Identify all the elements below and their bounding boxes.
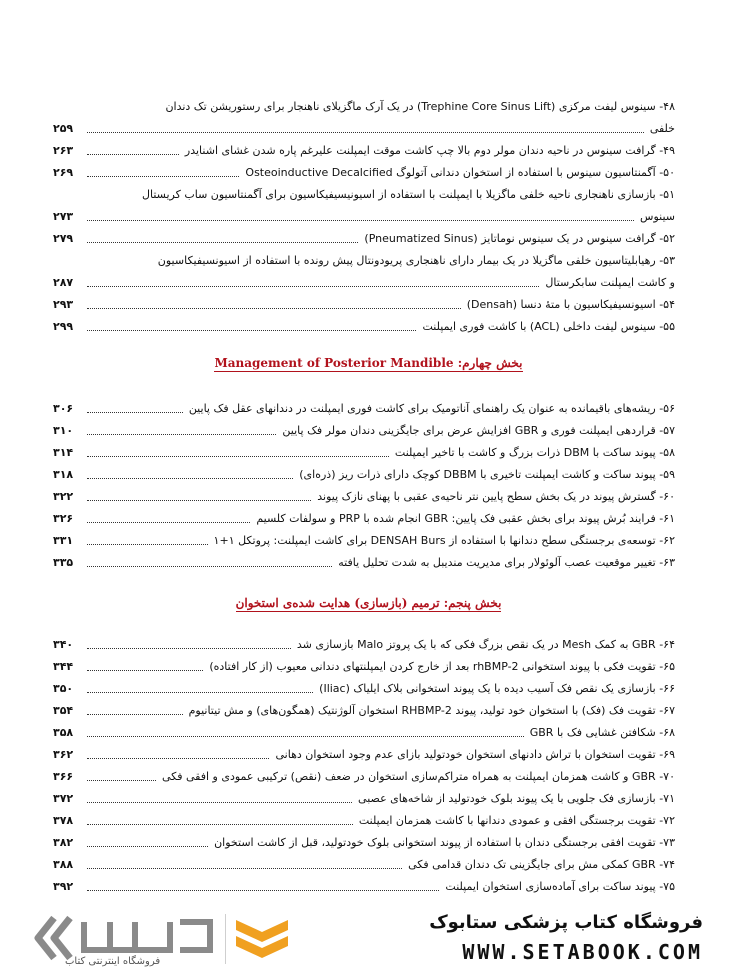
toc-entry[interactable] (53, 398, 675, 420)
toc-entry[interactable] (53, 420, 675, 442)
toc-entry[interactable] (53, 294, 675, 316)
toc-page-number: ۳۱۴ (53, 446, 74, 459)
toc-entry[interactable] (53, 744, 675, 766)
toc-leader-dots (87, 876, 439, 891)
toc-entry-title: ۶۸- شکافتن غشایی فک با GBR (529, 726, 675, 739)
toc-leader-dots (87, 700, 183, 715)
toc-entry[interactable] (53, 184, 675, 228)
toc-entry-title: ۷۴- GBR کمکی مش برای جایگزینی تک دندان قدامی فکی (408, 858, 675, 871)
toc-entry[interactable] (53, 162, 675, 184)
toc-page-number: ۳۶۲ (53, 748, 74, 761)
toc-page-number: ۳۲۲ (53, 490, 74, 503)
toc-page-number: ۳۱۰ (53, 424, 74, 437)
toc-entry[interactable] (53, 552, 675, 574)
toc-entry-title: ۵۱- بازسازی ناهنجاری ناحیه خلفی ماگزیلا با ایمپلنت با استفاده از اسیونیسیفیکاسیون برای آگمنتاسیون ساب کریستال (142, 188, 675, 201)
toc-entry[interactable] (53, 876, 675, 898)
toc-entry[interactable] (53, 486, 675, 508)
toc-leader-dots (87, 788, 352, 803)
toc-entry-title: ۶۰- گسترش پیوند در یک بخش سطح پایین نتر ناحیه‌ی عقبی با پهنای نازک پیوند (317, 490, 675, 503)
toc-leader-dots (87, 316, 416, 331)
toc-page-number: ۳۲۶ (53, 512, 74, 525)
book-logo-icon (232, 916, 292, 962)
toc-page-number: ۳۵۰ (53, 682, 74, 695)
toc-entry[interactable] (53, 530, 675, 552)
toc-page-number: ۲۶۹ (53, 166, 74, 179)
store-name: فروشگاه کتاب پزشکی ستابوک (429, 912, 703, 933)
toc-page-number: ۲۹۹ (53, 320, 74, 333)
toc-entry-title: ۶۱- فرایند بُرش پیوند برای بخش عقبی فک پایین: GBR انجام شده با PRP و سولفات کلسیم (256, 512, 675, 525)
toc-entry[interactable] (53, 854, 675, 876)
toc-page-number: ۳۴۴ (53, 660, 74, 673)
footer-divider (225, 914, 226, 964)
toc-page-number: ۳۱۸ (53, 468, 74, 481)
toc-entry-title: ۶۵- تقویت فکی با پیوند استخوانی rhBMP-2 بعد از خارج کردن ایمپلنتهای دندانی معیوب (از کار افتاده) (209, 660, 675, 673)
toc-entry-title: ۷۱- بازسازی فک جلویی با یک پیوند بلوک خودتولید از شاخه‌های عصبی (358, 792, 675, 805)
toc-entry[interactable] (53, 140, 675, 162)
toc-entry-title: ۵۷- قراردهی ایمپلنت فوری و GBR افزایش عرض برای جایگزینی دندان مولر فک پایین (282, 424, 675, 437)
toc-leader-dots (87, 272, 539, 287)
toc-page-number: ۳۵۴ (53, 704, 74, 717)
toc-entry[interactable] (53, 442, 675, 464)
toc-entry-title: ۷۰- GBR و کاشت همزمان ایمپلنت به همراه متراکم‌سازی استخوان در ضعف (نقص) ترکیبی عمودی و افقی فکی (162, 770, 675, 783)
toc-leader-dots (87, 530, 208, 545)
toc-leader-dots (87, 442, 389, 457)
toc-entry[interactable] (53, 634, 675, 656)
toc-entry[interactable] (53, 832, 675, 854)
toc-entry-title: ۷۲- تقویت برجستگی افقی و عمودی دندانها با کاشت همزمان ایمپلنت (358, 814, 675, 827)
toc-page-number: ۲۷۳ (53, 210, 74, 223)
toc-entry-title: ۵۳- رهیابلیتاسیون خلفی ماگزیلا در یک بیمار دارای ناهنجاری پریودونتال پیش رونده با استفاده از اسیونسیفیکاسیون (157, 254, 675, 267)
toc-entry[interactable] (53, 722, 675, 744)
toc-entry-title: ۵۴- اسیونسیفیکاسیون با متهٔ دنسا (Densah) (466, 298, 675, 311)
toc-entry-title: ۴۹- گرافت سینوس در ناحیه دندان مولر دوم بالا چپ کاشت موقت ایمپلنت علیرغم پاره شدن غشای اشنایدر (184, 144, 675, 157)
toc-leader-dots (87, 464, 293, 479)
toc-page-number: ۳۷۲ (53, 792, 74, 805)
toc-leader-dots (87, 810, 353, 825)
toc-leader-dots (87, 228, 358, 243)
toc-leader-dots (87, 854, 402, 869)
toc-page-number: ۳۸۲ (53, 836, 74, 849)
toc-entry-title: ۶۷- تقویت فک (فک) با استخوان خود تولید، پیوند RHBMP-2 استخوان آلوژنتیک (همگون‌های) و مش تیتانیوم (188, 704, 675, 717)
toc-leader-dots (87, 744, 269, 759)
toc-entry-title: ۵۹- پیوند ساکت و کاشت ایمپلنت تاخیری با DBBM کوچک دارای ذرات ریز (ذره‌ای) (299, 468, 675, 481)
toc-page-number: ۳۳۵ (53, 556, 74, 569)
toc-leader-dots (87, 118, 644, 133)
toc-page-number: ۳۴۰ (53, 638, 74, 651)
toc-page-number: ۲۵۹ (53, 122, 74, 135)
toc-entry-title-continued: و کاشت ایمپلنت سابکرستال (545, 276, 675, 289)
toc-entry[interactable] (53, 810, 675, 832)
brand-subtitle: فروشگاه اینترنتی کتاب (65, 956, 161, 967)
toc-entry[interactable] (53, 678, 675, 700)
toc-leader-dots (87, 722, 524, 737)
toc-entry[interactable] (53, 228, 675, 250)
toc-entry-title: ۶۳- تغییر موقعیت عصب آلوئولار برای مدیریت مندیبل به شدت تحلیل یافته (338, 556, 675, 569)
section-heading-text: بخش پنجم: ترمیم (بازسازی) هدایت شده‌ی استخوان (235, 596, 502, 610)
toc-page-number: ۲۶۳ (53, 144, 74, 157)
toc-entry[interactable] (53, 250, 675, 294)
toc-entry[interactable] (53, 656, 675, 678)
toc-page-number: ۲۷۹ (53, 232, 74, 245)
toc-leader-dots (87, 634, 291, 649)
toc-leader-dots (87, 420, 276, 435)
toc-entry[interactable] (53, 96, 675, 140)
toc-entry-title: ۶۹- تقویت استخوان با تراش دادنهای استخوان خودتولید بازای عدم وجود استخوان دهانی (275, 748, 675, 761)
toc-entry-title: ۷۳- تقویت افقی برجستگی دندان با استفاده از پیوند استخوانی بلوک خودتولید، قبل از کاشت استخوان (214, 836, 675, 849)
toc-entry-title: ۵۲- گرافت سینوس در یک سینوس نوماتایز (Pneumatized Sinus) (364, 232, 675, 245)
toc-leader-dots (87, 206, 634, 221)
toc-entry[interactable] (53, 464, 675, 486)
toc-entry-title: ۵۸- پیوند ساکت با DBM ذرات بزرگ و کاشت با تاخیر ایمپلنت (394, 446, 675, 459)
toc-entry-title: ۵۵- سینوس لیفت داخلی (ACL) با کاشت فوری ایمپلنت (422, 320, 675, 333)
toc-leader-dots (87, 678, 313, 693)
toc-leader-dots (87, 140, 179, 155)
toc-entry-title: ۶۶- بازسازی یک نقص فک آسیب دیده با یک پیوند استخوانی بلاک ایلیاک (Iliac) (319, 682, 675, 695)
toc-leader-dots (87, 294, 461, 309)
toc-entry-title: ۷۵- پیوند ساکت برای آماده‌سازی استخوان ایمپلنت (445, 880, 675, 893)
toc-entry[interactable] (53, 700, 675, 722)
toc-page-number: ۳۵۸ (53, 726, 74, 739)
toc-leader-dots (87, 486, 311, 501)
toc-entry-title-continued: سینوس (640, 210, 675, 223)
toc-entry[interactable] (53, 788, 675, 810)
toc-leader-dots (87, 508, 250, 523)
toc-entry-title: ۶۴- GBR به کمک Mesh در یک نقص بزرگ فکی که با یک پروتز Malo بازسازی شد (296, 638, 675, 651)
section-heading-text: بخش چهارم: Management of Posterior Mandible (214, 356, 523, 370)
toc-page-number: ۳۰۶ (53, 402, 74, 415)
toc-leader-dots (87, 656, 203, 671)
toc-entry-title: ۵۰- آگمنتاسیون سینوس با استفاده از استخوان دندانی آتولوگ Osteoinductive Decalcified (245, 166, 675, 179)
toc-leader-dots (87, 766, 156, 781)
toc-leader-dots (87, 398, 183, 413)
toc-leader-dots (87, 832, 208, 847)
toc-leader-dots (87, 552, 332, 567)
toc-entry[interactable] (53, 508, 675, 530)
store-url-link[interactable]: WWW.SETABOOK.COM (462, 940, 703, 964)
toc-entry-title: ۴۸- سینوس لیفت مرکزی (Trephine Core Sinus Lift) در یک آرک ماگزیلای ناهنجار برای رستوریشن تک دندان (165, 100, 675, 113)
section-heading (0, 356, 737, 370)
toc-page-number: ۳۷۸ (53, 814, 74, 827)
toc-page-number: ۳۶۶ (53, 770, 74, 783)
toc-entry[interactable] (53, 316, 675, 338)
toc-page-number: ۳۸۸ (53, 858, 74, 871)
toc-page-number: ۳۳۱ (53, 534, 74, 547)
section-heading (0, 596, 737, 610)
toc-leader-dots (87, 162, 239, 177)
toc-entry-title: ۶۲- توسعه‌ی برجستگی سطح دندانها با استفاده از DENSAH Burs برای کاشت ایمپلنت: پروتکل ۱+۱ (213, 534, 675, 547)
toc-entry-title-continued: خلفی (649, 122, 675, 135)
toc-page-number: ۲۹۳ (53, 298, 74, 311)
toc-entry[interactable] (53, 766, 675, 788)
toc-entry-title: ۵۶- ریشه‌های باقیمانده به عنوان یک راهنمای آناتومیک برای کاشت فوری ایمپلنت در دندانهای عقل فک پایین (188, 402, 675, 415)
toc-page-number: ۲۸۷ (53, 276, 74, 289)
toc-page-number: ۳۹۲ (53, 880, 74, 893)
store-footer (0, 900, 737, 977)
